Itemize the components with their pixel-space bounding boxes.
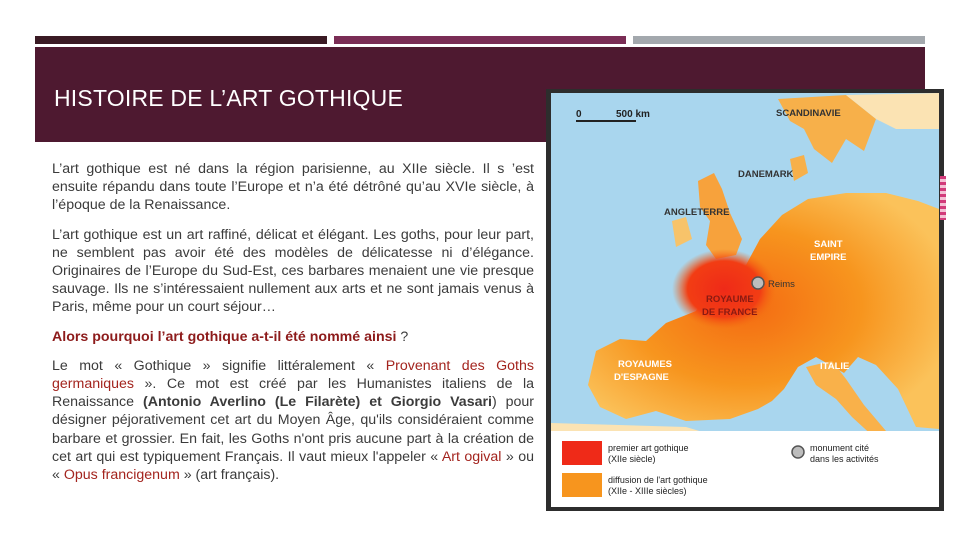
- label-reims: Reims: [768, 279, 795, 290]
- label-espagne: D'ESPAGNE: [614, 372, 669, 383]
- legend-swatch-premier: [562, 441, 602, 465]
- legend-swatch-diffusion: [562, 473, 602, 497]
- slide-title: HISTOIRE DE L’ART GOTHIQUE: [54, 85, 403, 111]
- top-bar-dark: [35, 36, 327, 44]
- reims-marker-icon: [752, 277, 764, 289]
- highlight-goths-germaniques: Provenant des Goths germaniques: [52, 357, 534, 393]
- europe-gothic-map: [546, 89, 944, 511]
- question-mark: ?: [396, 328, 409, 345]
- label-danemark: DANEMARK: [738, 169, 794, 180]
- legend-monument-line1: monument cité: [810, 443, 870, 453]
- legend-diffusion-line2: (XIIe - XIIIe siècles): [608, 486, 687, 496]
- label-scandinavie: SCANDINAVIE: [776, 108, 841, 119]
- bold-humanists: (Antonio Averlino (Le Filarète) et Giorgio Vasari: [142, 394, 492, 411]
- label-royaumes: ROYAUMES: [618, 359, 673, 370]
- legend-monument-line2: dans les activités: [810, 454, 879, 464]
- paragraph-goths: L’art gothique est un art raffiné, délicat et élégant. Les goths, pour leur part, ne semblent pas avoir été des modèles de délicatesse ni d’élégance. Originaires de l’Europe du Sud-Est, ces barbares menaient une vie presque sauvage. Ils ne s’intéressaient nullement aux arts et ne sont jamais venus à Paris, même pour un court séjour…: [52, 226, 534, 316]
- scale-label: 500 km: [616, 109, 650, 120]
- label-angleterre: ANGLETERRE: [664, 207, 730, 218]
- text-fragment: ) pour désigner péjorativement cet art du Moyen Âge, qu'ils considéraient comme barbare et grossier. En fait, les Goths n'ont pris aucune part à la création de cet art qui est typiquement Français. Il vaut mieux l'appeler «: [52, 394, 534, 465]
- edge-decoration: [940, 176, 946, 220]
- label-saint: SAINT: [814, 239, 843, 250]
- label-royaume: ROYAUME: [706, 294, 754, 305]
- legend-premier-line1: premier art gothique: [608, 443, 689, 453]
- paragraph-explanation: [52, 357, 534, 484]
- top-bar-grey: [633, 36, 925, 44]
- text-fragment: » ou «: [52, 448, 534, 484]
- paragraph-origin: L’art gothique est né dans la région parisienne, au XIIe siècle. Il s ’est ensuite répandu dans toute l’Europe et n’a été détrôné qu’au XVIe siècle, à l’époque de la Renaissance.: [52, 161, 534, 214]
- top-bar-purple: [334, 36, 626, 44]
- highlight-art-ogival: Art ogival: [441, 448, 502, 465]
- text-fragment: ». Ce mot est créé par les Humanistes italiens de la Renaissance: [52, 376, 534, 411]
- legend-diffusion-line1: diffusion de l'art gothique: [608, 475, 708, 485]
- body-text: [52, 160, 534, 495]
- highlight-opus-francigenum: Opus francigenum: [63, 467, 180, 484]
- text-fragment: Le mot « Gothique » signifie littéralement «: [52, 357, 386, 374]
- legend-monument-icon: [792, 446, 804, 458]
- scale-zero: 0: [576, 109, 582, 120]
- legend-premier-line2: (XIIe siècle): [608, 454, 656, 464]
- label-de-france: DE FRANCE: [702, 307, 758, 318]
- question-text: Alors pourquoi l’art gothique a-t-il été nommé ainsi: [52, 328, 397, 345]
- paragraph-question: [52, 328, 534, 346]
- label-empire: EMPIRE: [810, 252, 847, 263]
- label-italie: ITALIE: [820, 361, 850, 372]
- text-fragment: » (art français).: [179, 467, 280, 484]
